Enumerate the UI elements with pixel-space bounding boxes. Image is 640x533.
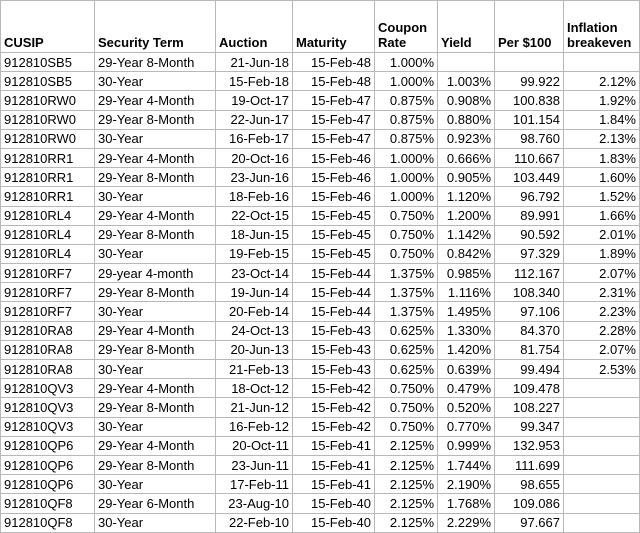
cell-auction[interactable]: 21-Jun-12 xyxy=(216,398,293,417)
cell-yield[interactable]: 2.190% xyxy=(438,475,495,494)
cell-cusip[interactable]: 912810QP6 xyxy=(1,475,95,494)
cell-yield[interactable]: 1.003% xyxy=(438,72,495,91)
cell-auction[interactable]: 22-Feb-10 xyxy=(216,513,293,532)
table-row xyxy=(1,244,640,263)
cell-coupon-rate[interactable]: 2.125% xyxy=(375,513,438,532)
table-row xyxy=(1,283,640,302)
cell-yield[interactable] xyxy=(438,53,495,72)
cell-inflation-breakeven[interactable] xyxy=(564,494,640,513)
cell-inflation-breakeven[interactable] xyxy=(564,436,640,455)
cell-per-100[interactable]: 99.347 xyxy=(495,417,564,436)
table-row xyxy=(1,264,640,283)
cell-yield[interactable]: 0.639% xyxy=(438,360,495,379)
cell-yield[interactable]: 1.420% xyxy=(438,340,495,359)
cell-per-100[interactable]: 98.655 xyxy=(495,475,564,494)
cell-auction[interactable]: 23-Jun-16 xyxy=(216,168,293,187)
cell-auction[interactable]: 23-Oct-14 xyxy=(216,264,293,283)
table-row xyxy=(1,148,640,167)
cell-cusip[interactable]: 912810QV3 xyxy=(1,379,95,398)
cell-auction[interactable]: 22-Oct-15 xyxy=(216,206,293,225)
cell-maturity[interactable]: 15-Feb-48 xyxy=(293,72,375,91)
cell-auction[interactable]: 21-Feb-13 xyxy=(216,360,293,379)
table-row xyxy=(1,302,640,321)
cell-security-term[interactable]: 29-Year 4-Month xyxy=(95,148,216,167)
cell-cusip[interactable]: 912810QV3 xyxy=(1,417,95,436)
cell-maturity[interactable]: 15-Feb-46 xyxy=(293,148,375,167)
cell-inflation-breakeven[interactable]: 2.31% xyxy=(564,283,640,302)
cell-yield[interactable]: 0.842% xyxy=(438,244,495,263)
cell-cusip[interactable]: 912810RF7 xyxy=(1,264,95,283)
cell-inflation-breakeven[interactable]: 1.60% xyxy=(564,168,640,187)
table-row xyxy=(1,91,640,110)
header-security-term[interactable]: Security Term xyxy=(95,1,216,53)
cell-maturity[interactable]: 15-Feb-47 xyxy=(293,129,375,148)
cell-auction[interactable]: 19-Oct-17 xyxy=(216,91,293,110)
cell-cusip[interactable]: 912810RA8 xyxy=(1,360,95,379)
cell-yield[interactable]: 0.666% xyxy=(438,148,495,167)
cell-coupon-rate[interactable]: 1.000% xyxy=(375,72,438,91)
cell-per-100[interactable]: 111.699 xyxy=(495,455,564,474)
cell-security-term[interactable]: 30-Year xyxy=(95,302,216,321)
cell-cusip[interactable]: 912810SB5 xyxy=(1,53,95,72)
cell-cusip[interactable]: 912810QV3 xyxy=(1,398,95,417)
table-row xyxy=(1,168,640,187)
cell-security-term[interactable]: 30-Year xyxy=(95,129,216,148)
cell-inflation-breakeven[interactable]: 2.28% xyxy=(564,321,640,340)
cell-per-100[interactable]: 90.592 xyxy=(495,225,564,244)
cell-cusip[interactable]: 912810RL4 xyxy=(1,244,95,263)
cell-inflation-breakeven[interactable] xyxy=(564,475,640,494)
cell-inflation-breakeven[interactable]: 2.07% xyxy=(564,340,640,359)
cell-yield[interactable]: 1.142% xyxy=(438,225,495,244)
cell-cusip[interactable]: 912810SB5 xyxy=(1,72,95,91)
cell-inflation-breakeven[interactable]: 2.53% xyxy=(564,360,640,379)
cell-coupon-rate[interactable]: 1.000% xyxy=(375,168,438,187)
cell-cusip[interactable]: 912810RR1 xyxy=(1,148,95,167)
table-row xyxy=(1,206,640,225)
header-inflation-breakeven[interactable]: Inflation breakeven xyxy=(564,1,640,53)
cell-coupon-rate[interactable]: 1.000% xyxy=(375,53,438,72)
header-coupon-rate[interactable]: Coupon Rate xyxy=(375,1,438,53)
cell-inflation-breakeven[interactable] xyxy=(564,53,640,72)
cell-maturity[interactable]: 15-Feb-40 xyxy=(293,494,375,513)
cell-maturity[interactable]: 15-Feb-46 xyxy=(293,187,375,206)
cell-coupon-rate[interactable]: 0.750% xyxy=(375,206,438,225)
cell-security-term[interactable]: 29-Year 8-Month xyxy=(95,455,216,474)
cell-coupon-rate[interactable]: 0.875% xyxy=(375,91,438,110)
cell-auction[interactable]: 18-Feb-16 xyxy=(216,187,293,206)
cell-coupon-rate[interactable]: 0.750% xyxy=(375,417,438,436)
cell-coupon-rate[interactable]: 1.375% xyxy=(375,264,438,283)
cell-auction[interactable]: 20-Jun-13 xyxy=(216,340,293,359)
table-body xyxy=(1,53,640,533)
cell-yield[interactable]: 0.999% xyxy=(438,436,495,455)
cell-maturity[interactable]: 15-Feb-46 xyxy=(293,168,375,187)
cell-maturity[interactable]: 15-Feb-40 xyxy=(293,513,375,532)
cell-security-term[interactable]: 30-Year xyxy=(95,417,216,436)
cell-security-term[interactable]: 29-Year 4-Month xyxy=(95,379,216,398)
cell-security-term[interactable]: 29-Year 8-Month xyxy=(95,340,216,359)
table-row xyxy=(1,513,640,532)
cell-security-term[interactable]: 29-Year 4-Month xyxy=(95,206,216,225)
cell-inflation-breakeven[interactable] xyxy=(564,379,640,398)
header-auction[interactable]: Auction xyxy=(216,1,293,53)
cell-maturity[interactable]: 15-Feb-47 xyxy=(293,91,375,110)
cell-auction[interactable]: 19-Jun-14 xyxy=(216,283,293,302)
cell-cusip[interactable]: 912810RW0 xyxy=(1,110,95,129)
cell-security-term[interactable]: 29-Year 8-Month xyxy=(95,225,216,244)
cell-auction[interactable]: 23-Jun-11 xyxy=(216,455,293,474)
header-row xyxy=(1,1,640,53)
cell-coupon-rate[interactable]: 1.000% xyxy=(375,187,438,206)
cell-maturity[interactable]: 15-Feb-43 xyxy=(293,340,375,359)
cell-yield[interactable]: 1.330% xyxy=(438,321,495,340)
cell-security-term[interactable]: 29-Year 4-Month xyxy=(95,321,216,340)
cell-security-term[interactable]: 29-Year 8-Month xyxy=(95,398,216,417)
cell-per-100[interactable]: 84.370 xyxy=(495,321,564,340)
cell-per-100[interactable]: 81.754 xyxy=(495,340,564,359)
cell-per-100[interactable]: 89.991 xyxy=(495,206,564,225)
table-row xyxy=(1,436,640,455)
cell-coupon-rate[interactable]: 2.125% xyxy=(375,436,438,455)
cell-security-term[interactable]: 30-Year xyxy=(95,360,216,379)
cell-coupon-rate[interactable]: 2.125% xyxy=(375,494,438,513)
cell-per-100[interactable] xyxy=(495,53,564,72)
cell-auction[interactable]: 16-Feb-17 xyxy=(216,129,293,148)
table-row xyxy=(1,110,640,129)
cell-maturity[interactable]: 15-Feb-45 xyxy=(293,244,375,263)
table-row xyxy=(1,475,640,494)
cell-yield[interactable]: 1.200% xyxy=(438,206,495,225)
cell-auction[interactable]: 21-Jun-18 xyxy=(216,53,293,72)
cell-cusip[interactable]: 912810QP6 xyxy=(1,455,95,474)
cell-per-100[interactable]: 108.340 xyxy=(495,283,564,302)
cell-security-term[interactable]: 30-Year xyxy=(95,475,216,494)
cell-maturity[interactable]: 15-Feb-48 xyxy=(293,53,375,72)
cell-security-term[interactable]: 30-Year xyxy=(95,72,216,91)
cell-cusip[interactable]: 912810RA8 xyxy=(1,321,95,340)
cell-inflation-breakeven[interactable] xyxy=(564,398,640,417)
cell-auction[interactable]: 24-Oct-13 xyxy=(216,321,293,340)
cell-per-100[interactable]: 109.478 xyxy=(495,379,564,398)
cell-maturity[interactable]: 15-Feb-45 xyxy=(293,225,375,244)
cell-auction[interactable]: 20-Oct-11 xyxy=(216,436,293,455)
cell-auction[interactable]: 16-Feb-12 xyxy=(216,417,293,436)
cell-cusip[interactable]: 912810RW0 xyxy=(1,129,95,148)
cell-security-term[interactable]: 29-Year 8-Month xyxy=(95,110,216,129)
cell-inflation-breakeven[interactable]: 1.83% xyxy=(564,148,640,167)
cell-auction[interactable]: 22-Jun-17 xyxy=(216,110,293,129)
cell-per-100[interactable]: 99.494 xyxy=(495,360,564,379)
cell-auction[interactable]: 17-Feb-11 xyxy=(216,475,293,494)
cell-coupon-rate[interactable]: 1.000% xyxy=(375,148,438,167)
cell-cusip[interactable]: 912810RF7 xyxy=(1,302,95,321)
header-per-100[interactable]: Per $100 xyxy=(495,1,564,53)
cell-security-term[interactable]: 29-Year 4-Month xyxy=(95,91,216,110)
cell-coupon-rate[interactable]: 0.875% xyxy=(375,110,438,129)
cell-inflation-breakeven[interactable]: 1.92% xyxy=(564,91,640,110)
cell-maturity[interactable]: 15-Feb-41 xyxy=(293,436,375,455)
cell-cusip[interactable]: 912810RL4 xyxy=(1,225,95,244)
table-row xyxy=(1,417,640,436)
cell-coupon-rate[interactable]: 0.750% xyxy=(375,398,438,417)
cell-cusip[interactable]: 912810QF8 xyxy=(1,513,95,532)
cell-per-100[interactable]: 99.922 xyxy=(495,72,564,91)
cell-inflation-breakeven[interactable]: 2.12% xyxy=(564,72,640,91)
header-maturity[interactable]: Maturity xyxy=(293,1,375,53)
table-row xyxy=(1,340,640,359)
cell-security-term[interactable]: 29-year 4-month xyxy=(95,264,216,283)
table-row xyxy=(1,72,640,91)
table-row xyxy=(1,455,640,474)
cell-inflation-breakeven[interactable] xyxy=(564,455,640,474)
table-row xyxy=(1,129,640,148)
cell-inflation-breakeven[interactable] xyxy=(564,417,640,436)
cell-per-100[interactable]: 101.154 xyxy=(495,110,564,129)
cell-yield[interactable]: 0.479% xyxy=(438,379,495,398)
cell-coupon-rate[interactable]: 2.125% xyxy=(375,475,438,494)
cell-cusip[interactable]: 912810RL4 xyxy=(1,206,95,225)
cell-coupon-rate[interactable]: 0.750% xyxy=(375,379,438,398)
header-cusip[interactable]: CUSIP xyxy=(1,1,95,53)
cell-yield[interactable]: 1.116% xyxy=(438,283,495,302)
cell-per-100[interactable]: 109.086 xyxy=(495,494,564,513)
cell-cusip[interactable]: 912810QP6 xyxy=(1,436,95,455)
table-row xyxy=(1,225,640,244)
cell-security-term[interactable]: 30-Year xyxy=(95,513,216,532)
cell-maturity[interactable]: 15-Feb-42 xyxy=(293,398,375,417)
cell-per-100[interactable]: 97.329 xyxy=(495,244,564,263)
cell-security-term[interactable]: 29-Year 4-Month xyxy=(95,436,216,455)
cell-cusip[interactable]: 912810RF7 xyxy=(1,283,95,302)
cell-yield[interactable]: 1.120% xyxy=(438,187,495,206)
cell-yield[interactable]: 0.985% xyxy=(438,264,495,283)
cell-auction[interactable]: 18-Jun-15 xyxy=(216,225,293,244)
cell-coupon-rate[interactable]: 0.625% xyxy=(375,321,438,340)
cell-per-100[interactable]: 108.227 xyxy=(495,398,564,417)
cell-inflation-breakeven[interactable]: 1.89% xyxy=(564,244,640,263)
cell-security-term[interactable]: 29-Year 8-Month xyxy=(95,283,216,302)
cell-yield[interactable]: 0.908% xyxy=(438,91,495,110)
cell-maturity[interactable]: 15-Feb-41 xyxy=(293,455,375,474)
cell-maturity[interactable]: 15-Feb-43 xyxy=(293,321,375,340)
cell-maturity[interactable]: 15-Feb-42 xyxy=(293,417,375,436)
cell-inflation-breakeven[interactable]: 2.13% xyxy=(564,129,640,148)
cell-inflation-breakeven[interactable]: 2.07% xyxy=(564,264,640,283)
cell-coupon-rate[interactable]: 0.875% xyxy=(375,129,438,148)
header-yield[interactable]: Yield xyxy=(438,1,495,53)
table-row xyxy=(1,321,640,340)
table-row xyxy=(1,494,640,513)
cell-per-100[interactable]: 103.449 xyxy=(495,168,564,187)
cell-yield[interactable]: 0.520% xyxy=(438,398,495,417)
table-row xyxy=(1,360,640,379)
cell-per-100[interactable]: 96.792 xyxy=(495,187,564,206)
cell-maturity[interactable]: 15-Feb-41 xyxy=(293,475,375,494)
cell-auction[interactable]: 15-Feb-18 xyxy=(216,72,293,91)
cell-inflation-breakeven[interactable]: 1.52% xyxy=(564,187,640,206)
cell-auction[interactable]: 18-Oct-12 xyxy=(216,379,293,398)
cell-cusip[interactable]: 912810RR1 xyxy=(1,168,95,187)
table-row xyxy=(1,379,640,398)
cell-yield[interactable]: 0.923% xyxy=(438,129,495,148)
cell-auction[interactable]: 23-Aug-10 xyxy=(216,494,293,513)
cell-security-term[interactable]: 29-Year 8-Month xyxy=(95,168,216,187)
cell-security-term[interactable]: 30-Year xyxy=(95,244,216,263)
cell-maturity[interactable]: 15-Feb-44 xyxy=(293,283,375,302)
cell-inflation-breakeven[interactable]: 2.23% xyxy=(564,302,640,321)
cell-yield[interactable]: 1.768% xyxy=(438,494,495,513)
cell-cusip[interactable]: 912810QF8 xyxy=(1,494,95,513)
cell-security-term[interactable]: 29-Year 8-Month xyxy=(95,53,216,72)
cell-inflation-breakeven[interactable]: 1.84% xyxy=(564,110,640,129)
cell-coupon-rate[interactable]: 0.750% xyxy=(375,244,438,263)
cell-yield[interactable]: 1.744% xyxy=(438,455,495,474)
cell-maturity[interactable]: 15-Feb-42 xyxy=(293,379,375,398)
cell-per-100[interactable]: 132.953 xyxy=(495,436,564,455)
cell-cusip[interactable]: 912810RA8 xyxy=(1,340,95,359)
table-row xyxy=(1,53,640,72)
cell-per-100[interactable]: 97.667 xyxy=(495,513,564,532)
cell-security-term[interactable]: 30-Year xyxy=(95,187,216,206)
cell-coupon-rate[interactable]: 0.625% xyxy=(375,340,438,359)
cell-auction[interactable]: 20-Oct-16 xyxy=(216,148,293,167)
cell-security-term[interactable]: 29-Year 6-Month xyxy=(95,494,216,513)
cell-coupon-rate[interactable]: 0.750% xyxy=(375,225,438,244)
cell-inflation-breakeven[interactable] xyxy=(564,513,640,532)
cell-yield[interactable]: 0.770% xyxy=(438,417,495,436)
cell-cusip[interactable]: 912810RW0 xyxy=(1,91,95,110)
cell-auction[interactable]: 20-Feb-14 xyxy=(216,302,293,321)
cell-maturity[interactable]: 15-Feb-43 xyxy=(293,360,375,379)
table-row xyxy=(1,398,640,417)
cell-yield[interactable]: 1.495% xyxy=(438,302,495,321)
cell-yield[interactable]: 0.905% xyxy=(438,168,495,187)
cell-per-100[interactable]: 100.838 xyxy=(495,91,564,110)
cell-coupon-rate[interactable]: 1.375% xyxy=(375,302,438,321)
cell-maturity[interactable]: 15-Feb-45 xyxy=(293,206,375,225)
cell-maturity[interactable]: 15-Feb-44 xyxy=(293,264,375,283)
cell-auction[interactable]: 19-Feb-15 xyxy=(216,244,293,263)
cell-coupon-rate[interactable]: 2.125% xyxy=(375,455,438,474)
cell-yield[interactable]: 0.880% xyxy=(438,110,495,129)
cell-inflation-breakeven[interactable]: 2.01% xyxy=(564,225,640,244)
cell-maturity[interactable]: 15-Feb-44 xyxy=(293,302,375,321)
cell-per-100[interactable]: 97.106 xyxy=(495,302,564,321)
table-row xyxy=(1,187,640,206)
cell-inflation-breakeven[interactable]: 1.66% xyxy=(564,206,640,225)
cell-per-100[interactable]: 112.167 xyxy=(495,264,564,283)
cell-yield[interactable]: 2.229% xyxy=(438,513,495,532)
cell-cusip[interactable]: 912810RR1 xyxy=(1,187,95,206)
cell-coupon-rate[interactable]: 0.625% xyxy=(375,360,438,379)
cell-per-100[interactable]: 110.667 xyxy=(495,148,564,167)
cell-per-100[interactable]: 98.760 xyxy=(495,129,564,148)
cell-maturity[interactable]: 15-Feb-47 xyxy=(293,110,375,129)
cell-coupon-rate[interactable]: 1.375% xyxy=(375,283,438,302)
